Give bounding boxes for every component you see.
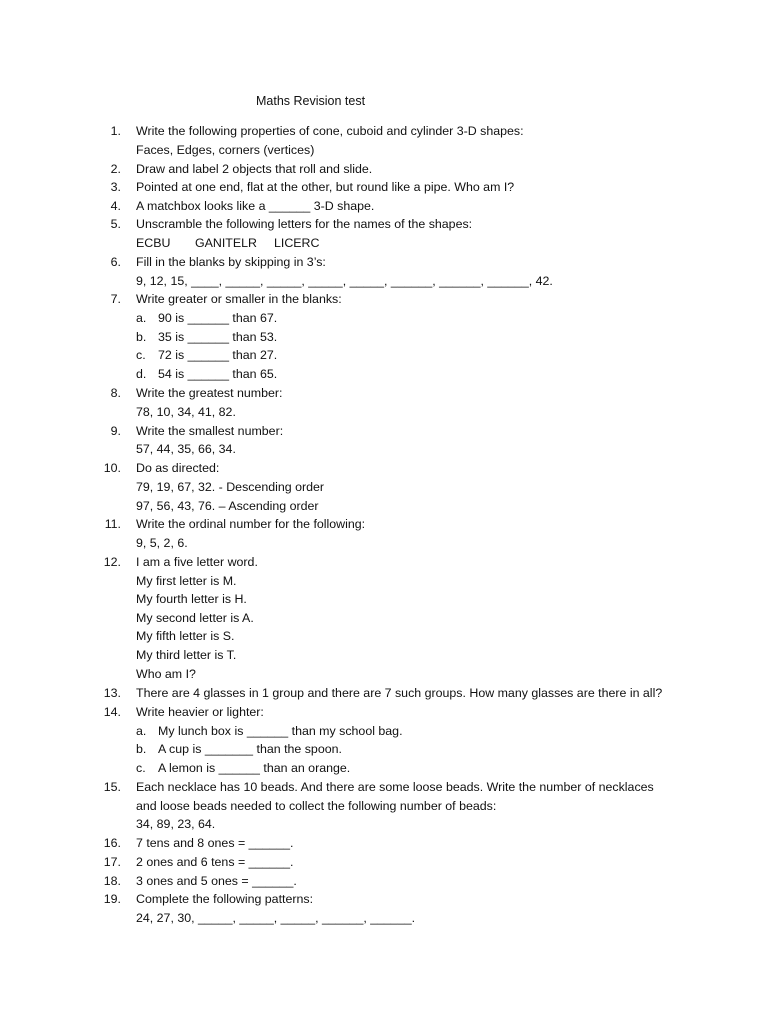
page-title: Maths Revision test [256, 94, 366, 108]
question-text: Write the following properties of cone, cuboid and cylinder 3-D shapes: [136, 124, 524, 138]
question-continuation: 97, 56, 43, 76. – Ascending order [136, 499, 319, 513]
question-continuation: 34, 89, 23, 64. [136, 817, 216, 831]
question-continuation: 9, 5, 2, 6. [136, 536, 188, 550]
sub-label: b. [136, 742, 147, 756]
question-text: Fill in the blanks by skipping in 3’s: [136, 255, 326, 269]
sub-text: A cup is _______ than the spoon. [158, 742, 342, 756]
sub-label: a. [136, 724, 147, 738]
question-number: 8. [110, 386, 121, 400]
question-text: Draw and label 2 objects that roll and slide. [136, 162, 373, 176]
riddle-line: My second letter is A. [136, 611, 254, 625]
question-text: Unscramble the following letters for the names of the shapes: [136, 217, 473, 231]
sub-text: 35 is ______ than 53. [158, 330, 278, 344]
riddle-line: My first letter is M. [136, 574, 237, 588]
sub-text: My lunch box is ______ than my school bag. [158, 724, 403, 738]
sub-label: a. [136, 311, 147, 325]
question-number: 6. [110, 255, 121, 269]
question-text: Do as directed: [136, 461, 220, 475]
question-continuation: 79, 19, 67, 32. - Descending order [136, 480, 325, 494]
sub-text: 90 is ______ than 67. [158, 311, 278, 325]
question-number: 15. [103, 780, 121, 794]
question-continuation: 24, 27, 30, _____, _____, _____, ______, ______. [136, 911, 416, 925]
question-number: 14. [103, 705, 121, 719]
question-text: Write the smallest number: [136, 424, 284, 438]
question-number: 16. [103, 836, 121, 850]
sub-text: 72 is ______ than 27. [158, 348, 278, 362]
question-continuation: 57, 44, 35, 66, 34. [136, 442, 236, 456]
riddle-line: Who am I? [136, 667, 196, 681]
question-text: Write the greatest number: [136, 386, 283, 400]
question-text: Write heavier or lighter: [136, 705, 264, 719]
scrambled-word: LICERC [274, 236, 320, 250]
question-number: 11. [104, 517, 121, 531]
question-number: 3. [110, 180, 121, 194]
riddle-line: My fifth letter is S. [136, 629, 235, 643]
question-text: Each necklace has 10 beads. And there are some loose beads. Write the number of necklaces [136, 780, 654, 794]
question-text: 3 ones and 5 ones = ______. [136, 874, 297, 888]
question-text: There are 4 glasses in 1 group and there are 7 such groups. How many glasses are there in all? [136, 686, 663, 700]
question-number: 13. [103, 686, 121, 700]
question-number: 4. [110, 199, 121, 213]
question-text: 7 tens and 8 ones = ______. [136, 836, 294, 850]
question-text: Write the ordinal number for the following: [136, 517, 366, 531]
question-text: Write greater or smaller in the blanks: [136, 292, 342, 306]
question-text: Complete the following patterns: [136, 892, 314, 906]
sub-text: A lemon is ______ than an orange. [158, 761, 351, 775]
question-text: 2 ones and 6 tens = ______. [136, 855, 294, 869]
question-continuation: 78, 10, 34, 41, 82. [136, 405, 236, 419]
sub-label: c. [136, 348, 146, 362]
question-number: 10. [103, 461, 121, 475]
question-number: 5. [110, 217, 121, 231]
question-text: Pointed at one end, flat at the other, but round like a pipe. Who am I? [136, 180, 515, 194]
question-number: 18. [103, 874, 121, 888]
sub-label: b. [136, 330, 147, 344]
riddle-line: My third letter is T. [136, 648, 237, 662]
question-number: 17. [103, 855, 121, 869]
question-continuation: 9, 12, 15, ____, _____, _____, _____, _____, ______, ______, ______, 42. [136, 274, 553, 288]
question-number: 7. [110, 292, 121, 306]
riddle-line: My fourth letter is H. [136, 592, 247, 606]
question-number: 1. [110, 124, 121, 138]
sub-label: d. [136, 367, 147, 381]
sub-label: c. [136, 761, 146, 775]
question-number: 2. [110, 162, 121, 176]
scrambled-word: ECBU [136, 236, 171, 250]
question-number: 19. [103, 892, 121, 906]
question-continuation: Faces, Edges, corners (vertices) [136, 143, 315, 157]
sub-text: 54 is ______ than 65. [158, 367, 278, 381]
question-text: A matchbox looks like a ______ 3-D shape. [136, 199, 375, 213]
question-number: 12. [103, 555, 121, 569]
question-text: I am a five letter word. [136, 555, 258, 569]
scrambled-word: GANITELR [195, 236, 257, 250]
question-number: 9. [110, 424, 121, 438]
question-continuation: and loose beads needed to collect the following number of beads: [136, 799, 497, 813]
